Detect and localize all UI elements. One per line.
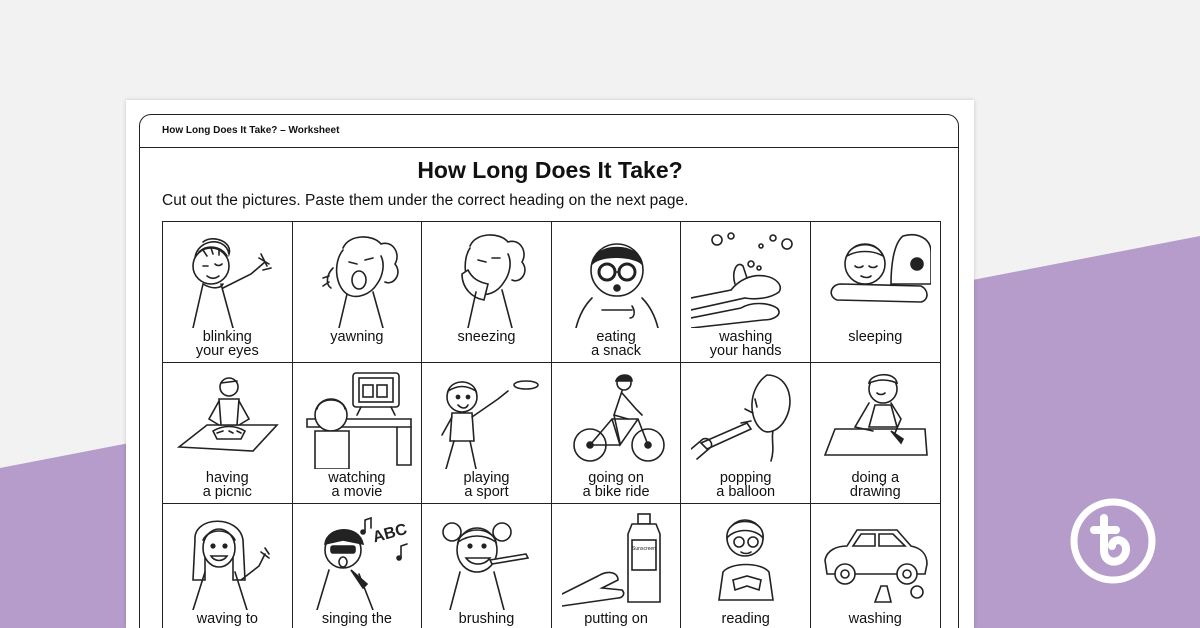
sunscreen-bottle-label: Sunscreen [631, 546, 656, 552]
picture-card [811, 363, 941, 504]
boy-blinking-icon [173, 228, 283, 328]
picture-card [681, 222, 811, 363]
picture-card [293, 363, 423, 504]
header-divider [140, 147, 958, 148]
picture-card [293, 222, 423, 363]
worksheet-title: How Long Does It Take? [417, 157, 683, 183]
card-label: singing the [321, 611, 392, 627]
picture-card [422, 363, 552, 504]
worksheet-page [126, 100, 974, 628]
card-label: sneezing [457, 329, 516, 345]
picture-card [422, 222, 552, 363]
boy-yawning-icon [303, 228, 413, 328]
picture-card [163, 222, 293, 363]
card-label: washing your hands [709, 329, 782, 359]
washing-hands-icon [691, 228, 801, 328]
picture-card [163, 504, 293, 628]
card-label: going on a bike ride [582, 470, 650, 500]
picture-card [422, 504, 552, 628]
picture-card [552, 222, 682, 363]
picture-card-grid [162, 221, 941, 628]
card-label: popping a balloon [716, 470, 776, 500]
card-label: reading [721, 611, 770, 627]
worksheet-instructions: Cut out the pictures. Paste them under the correct heading on the next page. [162, 192, 689, 209]
picture-card [163, 363, 293, 504]
card-label: watching a movie [328, 470, 386, 500]
teach-starter-t-logo-icon [1068, 496, 1158, 586]
card-label: eating a snack [591, 329, 642, 359]
brushing-teeth-icon [432, 510, 542, 610]
watching-tv-icon [303, 369, 413, 469]
boy-eating-icon [562, 228, 672, 328]
girl-waving-icon [173, 510, 283, 610]
washing-car-icon [821, 510, 931, 610]
picture-card [811, 222, 941, 363]
bike-ride-icon [562, 369, 672, 469]
card-label: playing a sport [463, 470, 510, 500]
card-label: doing a drawing [849, 470, 901, 500]
card-label: washing [848, 611, 902, 627]
girl-reading-icon [691, 510, 801, 610]
picture-card [681, 504, 811, 628]
picture-card [681, 363, 811, 504]
sunscreen-icon [562, 510, 672, 610]
card-label: brushing [458, 611, 515, 627]
worksheet-header-label: How Long Does It Take? – Worksheet [162, 125, 340, 136]
abc-text: ABC [370, 520, 409, 547]
picture-card [293, 504, 423, 628]
card-label: waving to [196, 611, 258, 627]
card-label: putting on [584, 611, 648, 627]
card-label: having a picnic [202, 470, 252, 500]
card-label: sleeping [848, 329, 903, 345]
frisbee-icon [432, 369, 542, 469]
picture-card [552, 363, 682, 504]
picture-card [811, 504, 941, 628]
card-label: blinking your eyes [195, 329, 259, 359]
singing-icon [303, 510, 413, 610]
popping-balloon-icon [691, 369, 801, 469]
card-label: yawning [330, 329, 384, 345]
child-sleeping-icon [821, 228, 931, 328]
picnic-icon [173, 369, 283, 469]
picture-card [552, 504, 682, 628]
boy-sneezing-icon [432, 228, 542, 328]
drawing-icon [821, 369, 931, 469]
